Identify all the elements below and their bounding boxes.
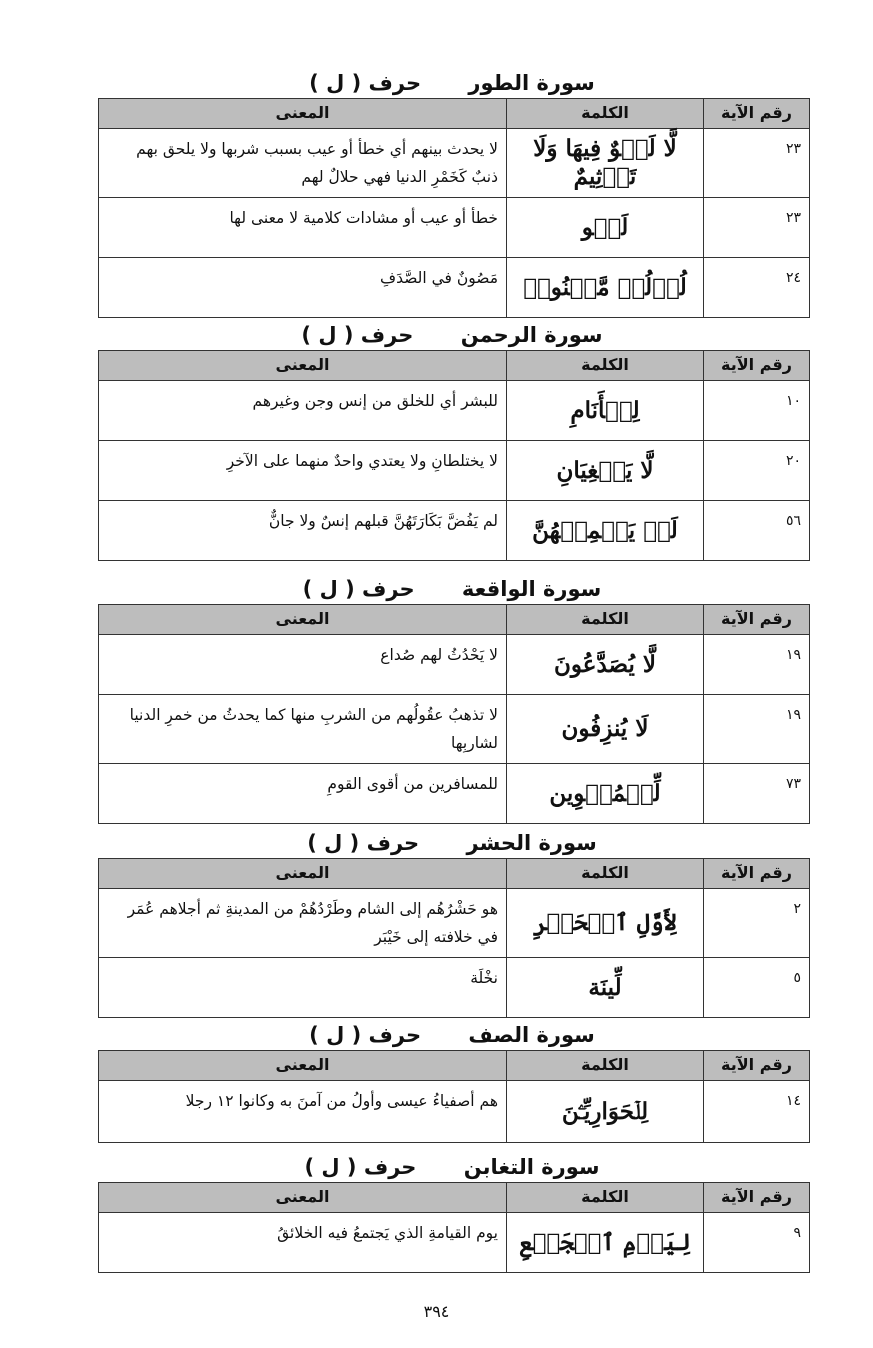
header-word: الكلمة — [507, 351, 704, 381]
word-meaning: للمسافرين من أقوى القومِ — [99, 764, 507, 824]
table-row — [99, 129, 810, 198]
section-heading — [98, 1152, 806, 1182]
section-heading — [98, 574, 806, 604]
table-row — [99, 635, 810, 695]
quran-word: لُؤۡلُؤٞ مَّكۡنُونٞ — [507, 258, 704, 318]
quran-word: لِّينَة — [507, 958, 704, 1018]
verse-number: ٢٤ — [704, 258, 810, 318]
word-meaning: هو حَشْرُهُم إلى الشام وطَرْدُهُمْ من المدينةِ ثم أجلاهم عُمَر في خلافته إلى خَيْبَر — [99, 889, 507, 958]
header-num: رقم الآية — [704, 1051, 810, 1081]
table-row — [99, 441, 810, 501]
section-al-saff — [98, 1020, 806, 1143]
word-meaning: لم يَفُضَّ بَكَارَتَهُنَّ قبلهم إنسٌ ولا جانٌّ — [99, 501, 507, 561]
vocab-table — [98, 350, 810, 561]
word-meaning: يوم القيامةِ الذي يَجتمعُ فيه الخلائقُ — [99, 1213, 507, 1273]
word-meaning: نخْلَة — [99, 958, 507, 1018]
header-num: رقم الآية — [704, 351, 810, 381]
table-row — [99, 695, 810, 764]
quran-word: لِيَوۡمِ ٱلۡجَمۡعِ — [507, 1213, 704, 1273]
header-word: الكلمة — [507, 605, 704, 635]
verse-number: ١٩ — [704, 635, 810, 695]
section-al-hashr — [98, 828, 806, 1018]
quran-word: لِّلۡمُقۡوِين — [507, 764, 704, 824]
verse-number: ١٩ — [704, 695, 810, 764]
harf-label: حرف ( ل ) — [302, 577, 415, 601]
surah-title: سورة الطور — [468, 71, 595, 95]
verse-number: ٢ — [704, 889, 810, 958]
vocab-table — [98, 98, 810, 318]
header-meaning: المعنى — [99, 605, 507, 635]
surah-title: سورة الرحمن — [460, 323, 603, 347]
word-meaning: هم أصفياءُ عيسى وأولُ من آمنَ به وكانوا ١٢ رجلا — [99, 1081, 507, 1143]
surah-title: سورة الواقعة — [461, 577, 602, 601]
header-num: رقم الآية — [704, 859, 810, 889]
word-meaning: لا تذهبُ عقُولُهم من الشربِ منها كما يحدثُ من خمرِ الدنيا لشاربِها — [99, 695, 507, 764]
quran-word: لِلۡأَنَامِ — [507, 381, 704, 441]
header-meaning: المعنى — [99, 351, 507, 381]
table-row — [99, 1213, 810, 1273]
header-num: رقم الآية — [704, 605, 810, 635]
section-heading — [98, 828, 806, 858]
verse-number: ٢٣ — [704, 198, 810, 258]
harf-label: حرف ( ل ) — [304, 1155, 417, 1179]
harf-label: حرف ( ل ) — [301, 323, 414, 347]
header-word: الكلمة — [507, 1051, 704, 1081]
quran-word: لَمۡ يَطۡمِثۡهُنَّ — [507, 501, 704, 561]
quran-word: لَّا لَغۡوٌ فِيهَا وَلَا تَأۡثِيمٌ — [507, 129, 704, 198]
verse-number: ٧٣ — [704, 764, 810, 824]
verse-number: ٢٠ — [704, 441, 810, 501]
section-al-rahman — [98, 320, 806, 561]
header-meaning: المعنى — [99, 859, 507, 889]
verse-number: ٥٦ — [704, 501, 810, 561]
word-meaning: خطأ أو عيب أو مشادات كلامية لا معنى لها — [99, 198, 507, 258]
word-meaning: لا يحدث بينهم أي خطأ أو عيب بسبب شربها ولا يلحق بهم ذنبٌ كَخَمْرِ الدنيا فهي حلالٌ لهم — [99, 129, 507, 198]
quran-word: لِأَوَّلِ ٱلۡحَشۡرِ — [507, 889, 704, 958]
header-meaning: المعنى — [99, 1183, 507, 1213]
header-num: رقم الآية — [704, 1183, 810, 1213]
header-word: الكلمة — [507, 1183, 704, 1213]
verse-number: ٢٣ — [704, 129, 810, 198]
harf-label: حرف ( ل ) — [307, 831, 420, 855]
section-al-taghabun — [98, 1152, 806, 1273]
page-number: ٣٩٤ — [423, 1302, 450, 1321]
section-heading — [98, 1020, 806, 1050]
table-row — [99, 258, 810, 318]
header-word: الكلمة — [507, 99, 704, 129]
table-row — [99, 198, 810, 258]
verse-number: ٩ — [704, 1213, 810, 1273]
quran-word: لَّا يَبۡغِيَانِ — [507, 441, 704, 501]
surah-title: سورة التغابن — [463, 1155, 600, 1179]
table-row — [99, 501, 810, 561]
verse-number: ١٠ — [704, 381, 810, 441]
quran-word: لَا يُنزِفُون — [507, 695, 704, 764]
header-meaning: المعنى — [99, 99, 507, 129]
surah-title: سورة الحشر — [466, 831, 597, 855]
quran-word: لَغۡو — [507, 198, 704, 258]
vocab-table — [98, 1050, 810, 1143]
table-row — [99, 764, 810, 824]
table-row — [99, 958, 810, 1018]
verse-number: ٥ — [704, 958, 810, 1018]
section-heading — [98, 320, 806, 350]
vocab-table — [98, 1182, 810, 1273]
table-row — [99, 381, 810, 441]
surah-title: سورة الصف — [468, 1023, 595, 1047]
vocab-table — [98, 858, 810, 1018]
word-meaning: لا يختلطانِ ولا يعتدي واحدٌ منهما على الآخرِ — [99, 441, 507, 501]
harf-label: حرف ( ل ) — [309, 71, 422, 95]
vocab-table — [98, 604, 810, 824]
header-word: الكلمة — [507, 859, 704, 889]
quran-word: لِلۡحَوَارِيِّـۧنَ — [507, 1081, 704, 1143]
verse-number: ١٤ — [704, 1081, 810, 1143]
section-al-waqia — [98, 574, 806, 824]
table-row — [99, 1081, 810, 1143]
word-meaning: لا يَحْدُثُ لهم صُداع — [99, 635, 507, 695]
table-row — [99, 889, 810, 958]
section-heading — [98, 68, 806, 98]
header-meaning: المعنى — [99, 1051, 507, 1081]
quran-word: لَّا يُصَدَّعُونَ — [507, 635, 704, 695]
word-meaning: للبشر أي للخلق من إنس وجن وغيرهم — [99, 381, 507, 441]
harf-label: حرف ( ل ) — [309, 1023, 422, 1047]
word-meaning: مَصُونٌ في الصَّدَفِ — [99, 258, 507, 318]
section-al-tur — [98, 68, 806, 318]
header-num: رقم الآية — [704, 99, 810, 129]
